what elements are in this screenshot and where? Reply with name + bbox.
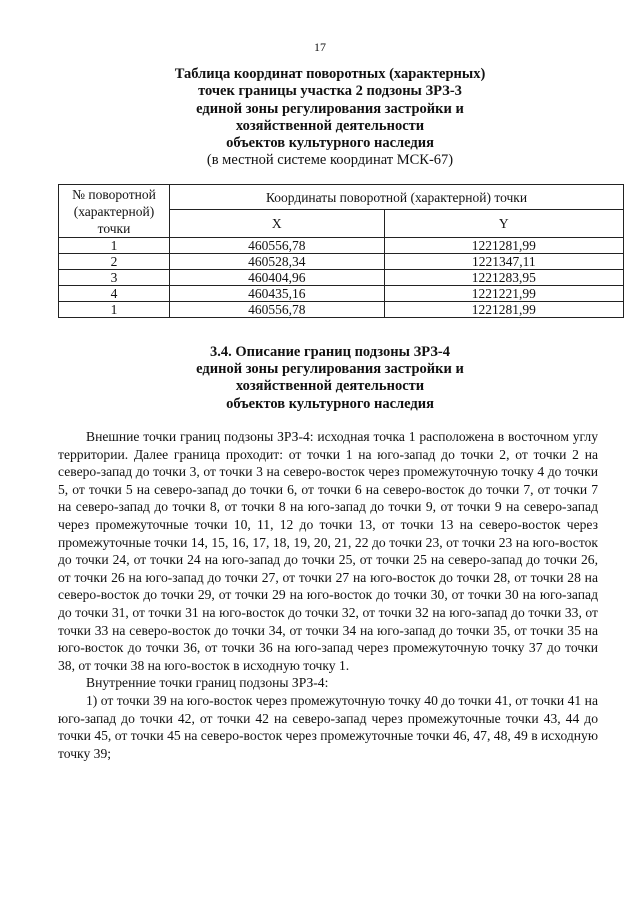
section-body [58, 428, 598, 762]
coordinates-table [58, 184, 624, 318]
cell-x: 460435,16 [170, 286, 385, 302]
cell-point: 1 [59, 302, 170, 318]
table-title-line: единой зоны регулирования застройки и [196, 100, 464, 117]
cell-y: 1221281,99 [384, 238, 623, 254]
table-row [59, 254, 624, 270]
section-title-line: 3.4. Описание границ подзоны ЗРЗ-4 [210, 344, 450, 360]
header-coordinates: Координаты поворотной (характерной) точки [170, 185, 624, 210]
table-title [80, 66, 580, 170]
cell-x: 460556,78 [170, 238, 385, 254]
cell-point: 4 [59, 286, 170, 302]
cell-y: 1221281,99 [384, 302, 623, 318]
table-title-line: хозяйственной деятельности [235, 117, 425, 134]
header-x: X [170, 210, 385, 238]
table-title-line: Таблица координат поворотных (характерных) [174, 66, 486, 82]
cell-x: 460404,96 [170, 270, 385, 286]
cell-x: 460528,34 [170, 254, 385, 270]
cell-y: 1221283,95 [384, 270, 623, 286]
table-title-line: объектов культурного наследия [226, 135, 434, 152]
list-item: 1) от точки 39 на юго-восток через промежуточную точку 40 до точки 41, от точки 41 на юго-запад до точки 42, от точки 42 на северо-запад через промежуточные точки 43, 44 до точки 45, от точки 45 на северо-восток через промежуточные точки 46, 47, 48, 49 в исходную точку 39; [58, 692, 598, 761]
page-number: 17 [314, 40, 326, 54]
cell-y: 1221347,11 [384, 254, 623, 270]
table-header-row [59, 185, 624, 210]
section-title-line: единой зоны регулирования застройки и [196, 361, 464, 378]
section-title [80, 344, 580, 413]
table-subtitle: (в местной системе координат МСК-67) [206, 152, 454, 169]
table-row [59, 286, 624, 302]
header-point-number: № поворотной (характерной) точки [59, 185, 170, 238]
header-y: Y [384, 210, 623, 238]
cell-point: 1 [59, 238, 170, 254]
cell-point: 3 [59, 270, 170, 286]
cell-x: 460556,78 [170, 302, 385, 318]
cell-point: 2 [59, 254, 170, 270]
table-title-line: точек границы участка 2 подзоны ЗРЗ-3 [198, 83, 462, 100]
paragraph-inner-heading: Внутренние точки границ подзоны ЗРЗ-4: [86, 675, 329, 691]
section-title-line: объектов культурного наследия [226, 395, 434, 412]
table-row [59, 238, 624, 254]
table-row [59, 302, 624, 318]
section-title-line: хозяйственной деятельности [235, 378, 425, 395]
paragraph-outer-boundary: Внешние точки границ подзоны ЗРЗ-4: исходная точка 1 расположена в восточном углу территории. Далее граница проходит: от точки 1 на юго-запад до точки 2, от точки 2 на северо-запад до точки 3, от точки 3 на северо-восток через промежуточную точку 4 до точки 5, от точки 5 на северо-запад до точки 6, от точки 6 на северо-восток до точки 7, от точки 7 на северо-запад до точки 8, от точки 8 на юго-запад до точки 9, от точки 9 на северо-запад через промежуточные точки 10, 11, 12 до точки 13, от точки 13 на северо-восток через промежуточные точки 14, 15, 16, 17, 18, 19, 20, 21, 22 до точки 23, от точки 23 на юго-восток до точки 24, от точки 24 на юго-запад до точки 25, от точки 25 на северо-запад до точки 26, от точки 26 на юго-запад до точки 27, от точки 27 на юго-восток до точки 28, от точки 28 на северо-восток до точки 29, от точки 29 на юго-восток до точки 30, от точки 30 на юго-запад до точки 31, от точки 31 на юго-восток до точки 32, от точки 32 на юго-запад до точки 33, от точки 33 на северо-восток до точки 34, от точки 34 на юго-запад до точки 35, от точки 35 на юго-восток до точки 36, от точки 36 на юго-запад через промежуточную точку 37 до точки 38, от точки 38 на юго-восток в исходную точку 1. [58, 429, 598, 673]
cell-y: 1221221,99 [384, 286, 623, 302]
table-row [59, 270, 624, 286]
